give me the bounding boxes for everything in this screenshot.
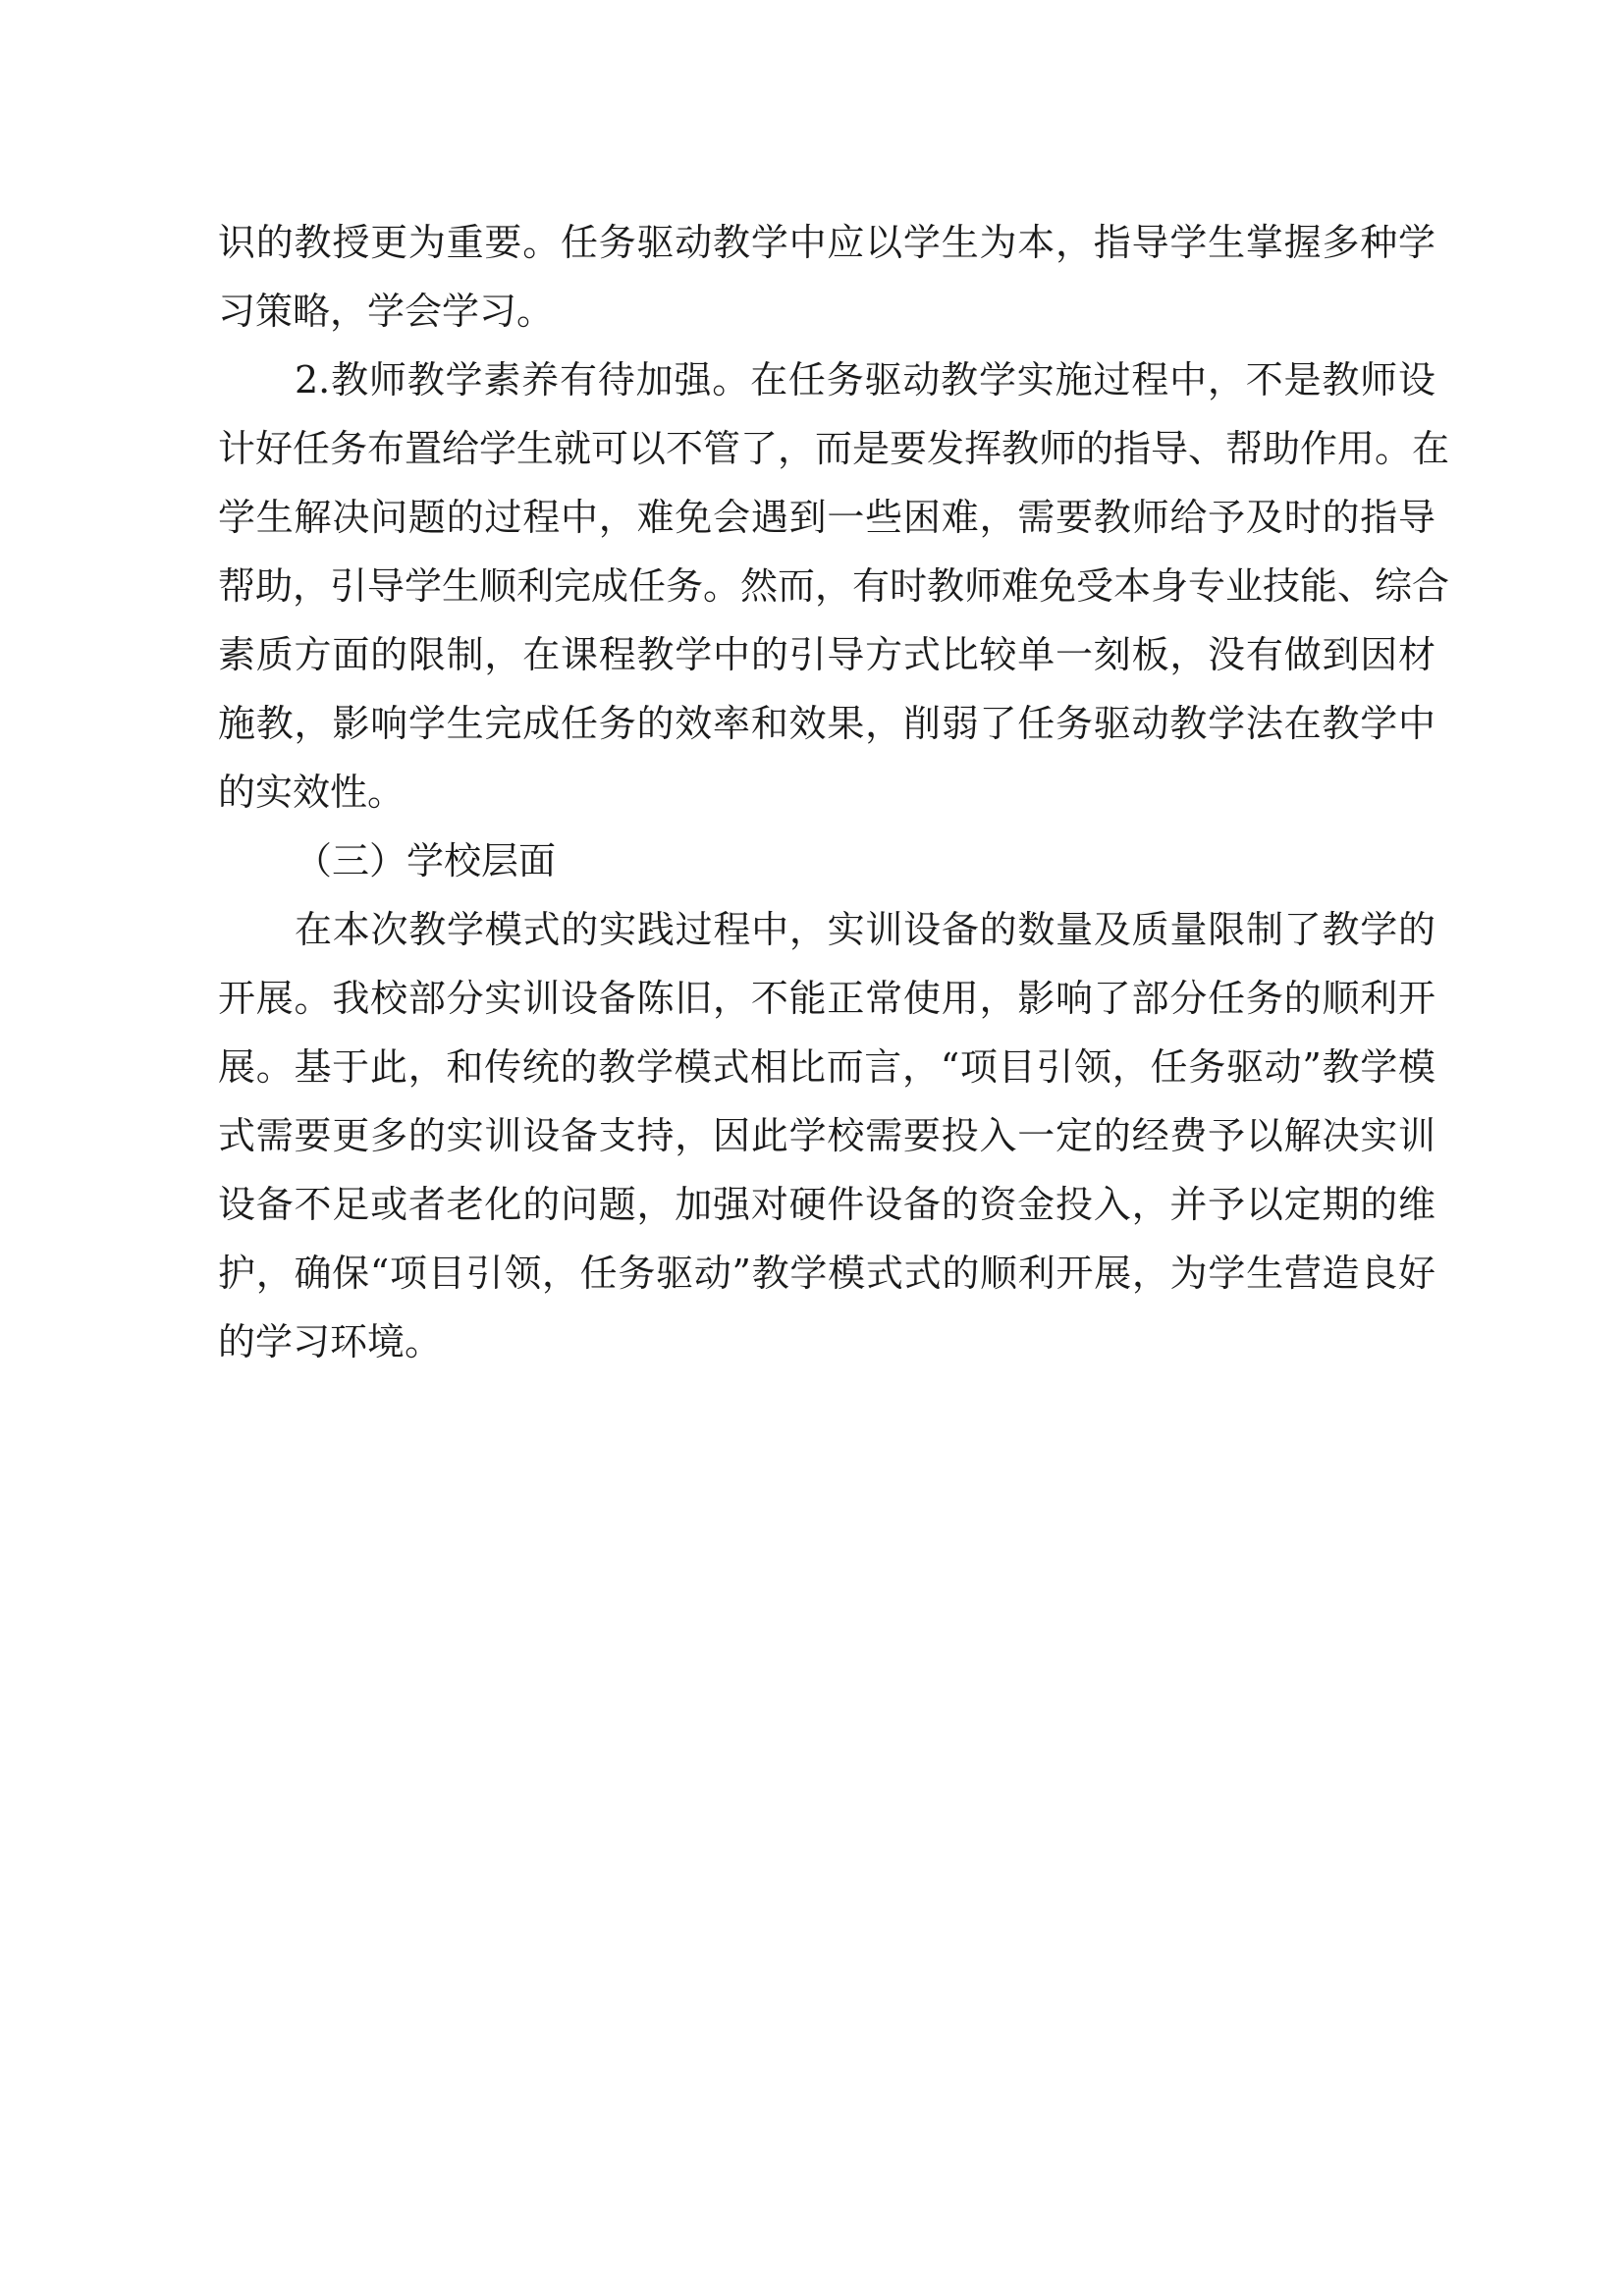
text-line: 开展。我校部分实训设备陈旧，不能正常使用，影响了部分任务的顺利开	[218, 977, 1435, 1020]
text-line: 帮助，引导学生顺利完成任务。然而，有时教师难免受本身专业技能、综合	[218, 564, 1450, 608]
text-line: 在本次教学模式的实践过程中，实训设备的数量及质量限制了教学的	[295, 908, 1435, 951]
text-line: 识的教授更为重要。任务驱动教学中应以学生为本，指导学生掌握多种学	[218, 221, 1435, 264]
text-line: 式需要更多的实训设备支持，因此学校需要投入一定的经费予以解决实训	[218, 1114, 1435, 1157]
text-line: 计好任务布置给学生就可以不管了，而是要发挥教师的指导、帮助作用。在	[218, 427, 1450, 470]
text-line: 学生解决问题的过程中，难免会遇到一些困难，需要教师给予及时的指导	[218, 496, 1435, 539]
text-line: 护，确保“项目引领，任务驱动”教学模式式的顺利开展，为学生营造良好	[218, 1252, 1435, 1295]
text-line: 设备不足或者老化的问题，加强对硬件设备的资金投入，并予以定期的维	[218, 1183, 1435, 1226]
text-line: 习策略，学会学习。	[218, 290, 555, 333]
paragraph-teacher-literacy	[218, 346, 1450, 827]
text-line: 展。基于此，和传统的教学模式相比而言，“项目引领，任务驱动”教学模	[218, 1045, 1435, 1089]
text-line: 的学习环境。	[218, 1320, 443, 1363]
text-line: 的实效性。	[218, 771, 406, 814]
text-line: 施教，影响学生完成任务的效率和效果，削弱了任务驱动教学法在教学中	[218, 702, 1435, 745]
paragraph-continued-strategy	[218, 208, 1435, 346]
document-body	[218, 208, 1450, 1376]
text-line: 素质方面的限制，在课程教学中的引导方式比较单一刻板，没有做到因材	[218, 633, 1435, 676]
paragraph-training-equipment	[218, 895, 1435, 1376]
section-heading: （三）学校层面	[295, 839, 557, 882]
section-heading-school-level	[218, 827, 1435, 895]
text-line: 2.教师教学素养有待加强。在任务驱动教学实施过程中，不是教师设	[295, 358, 1435, 401]
